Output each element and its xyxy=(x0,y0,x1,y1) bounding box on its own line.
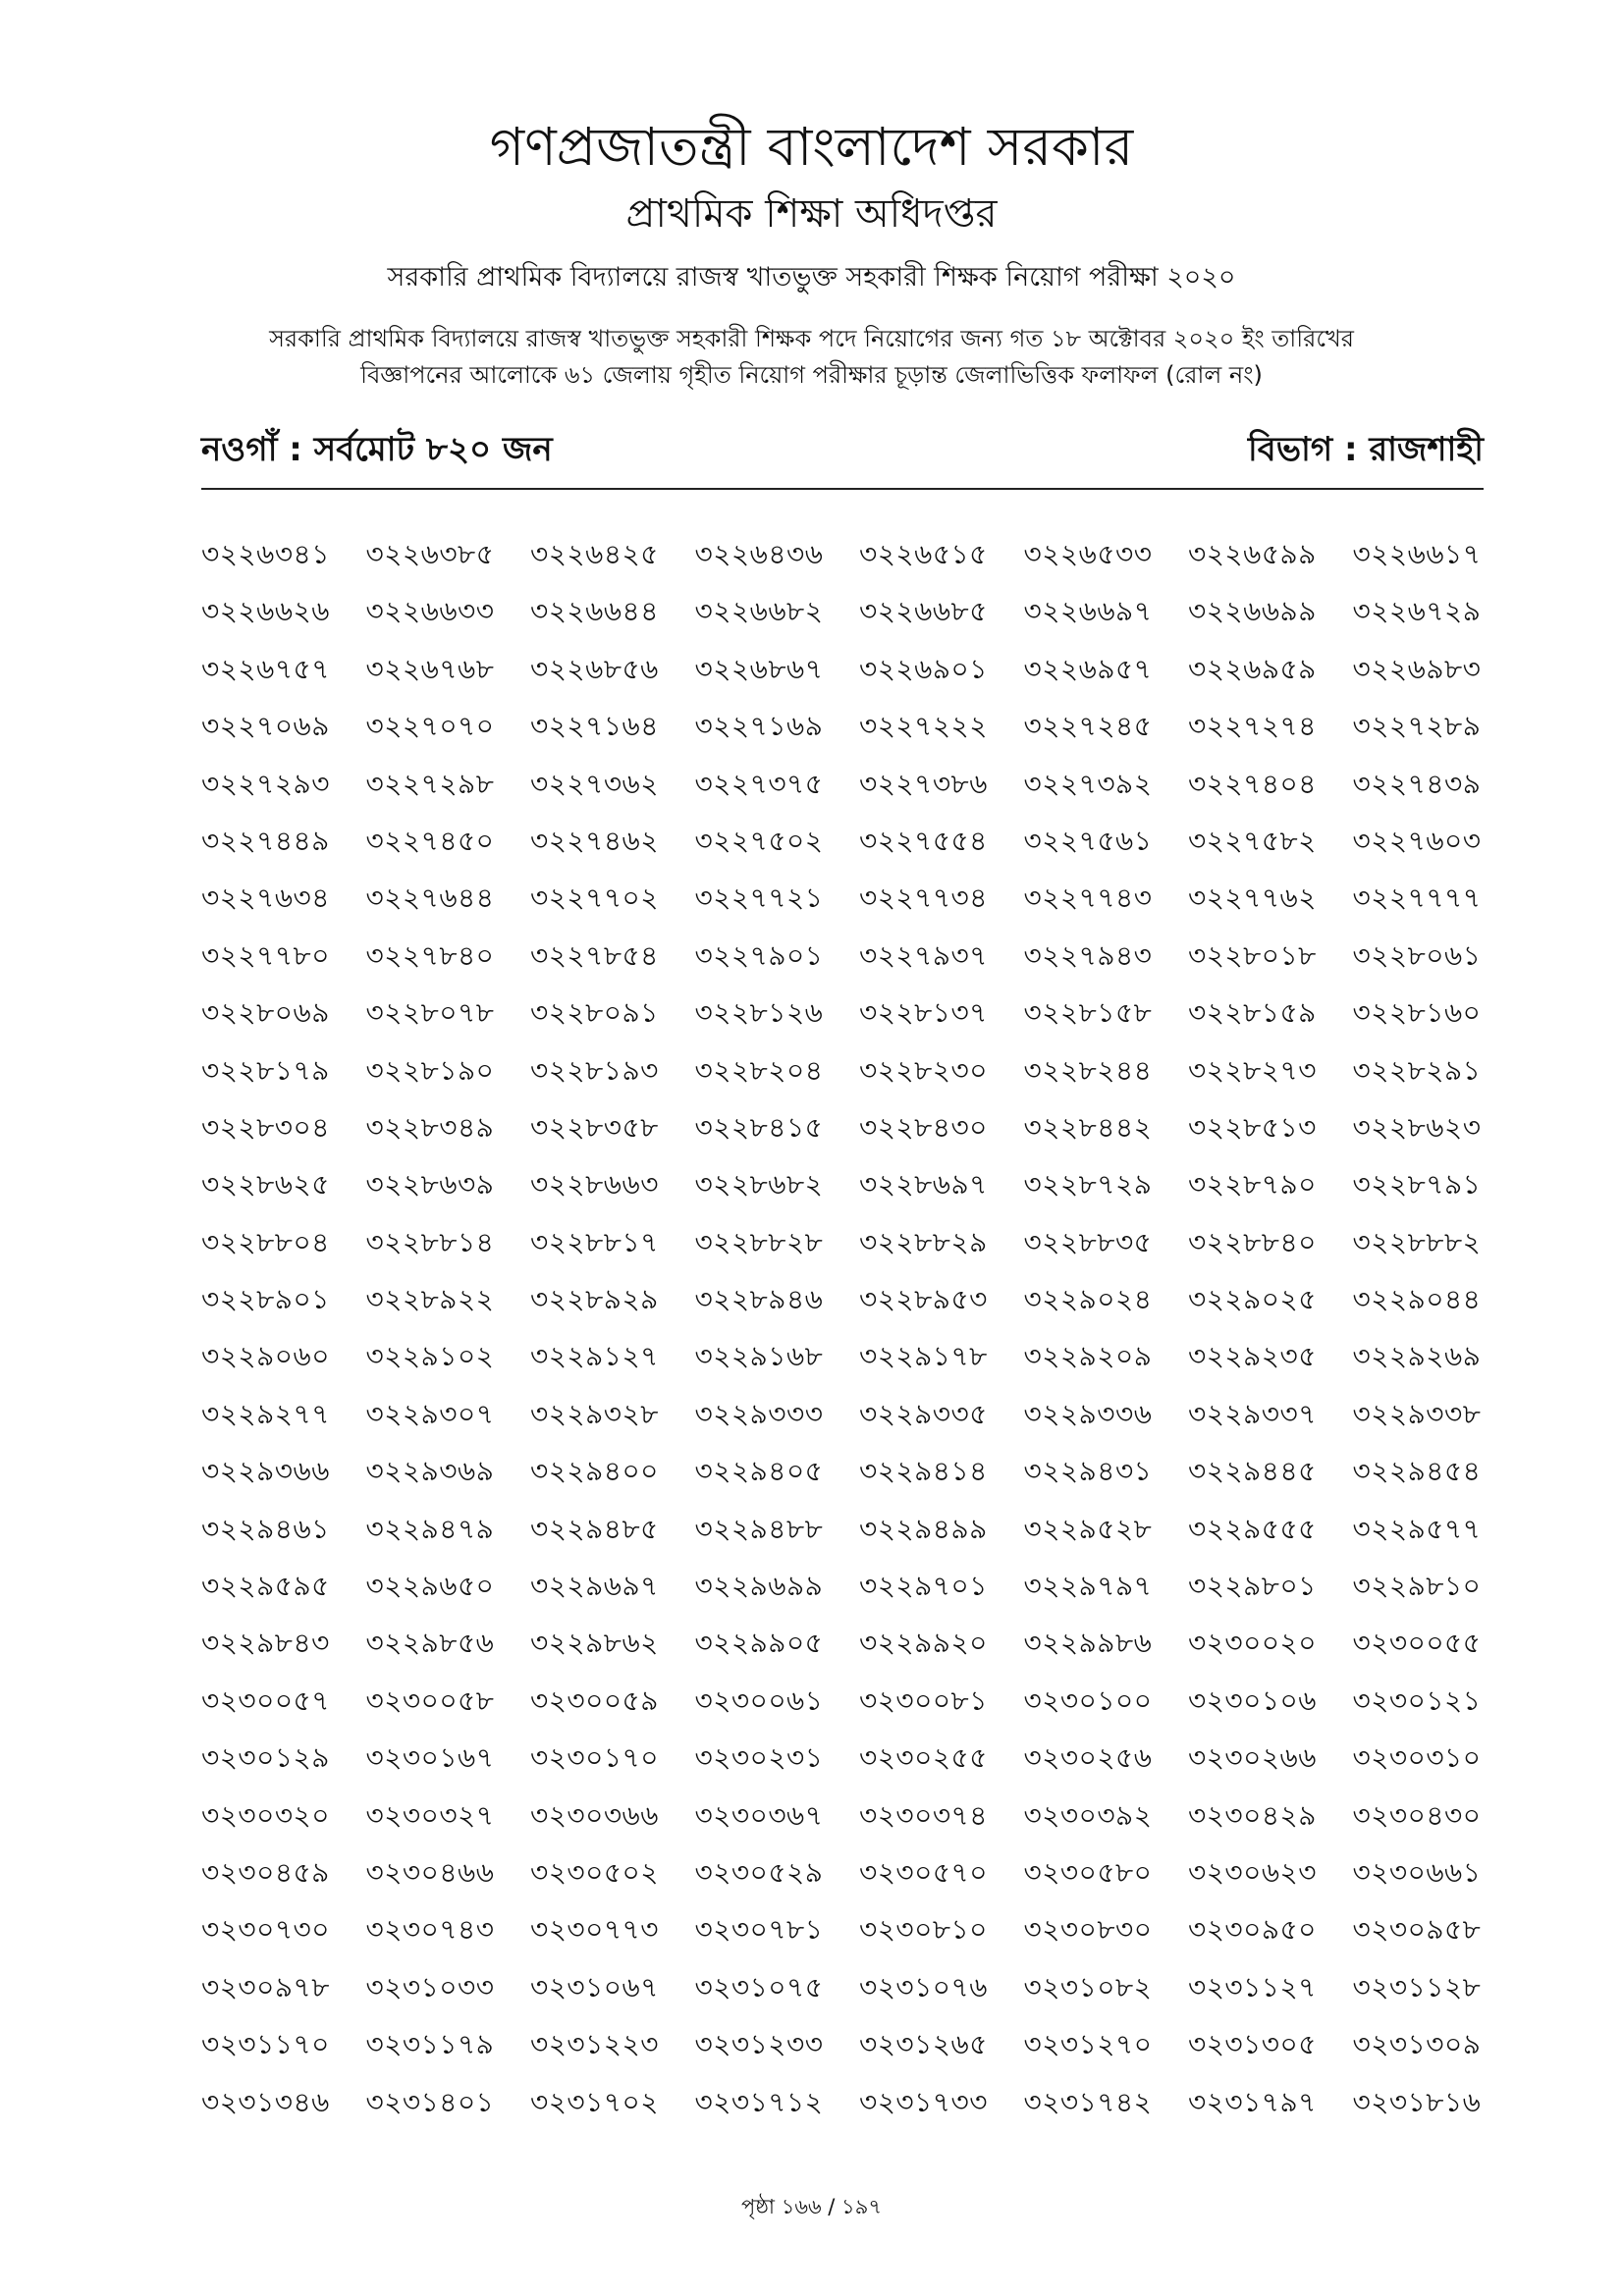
roll-number: ৩২২৯০৪৪ xyxy=(1352,1283,1482,1316)
roll-number: ৩২২৮৬২৩ xyxy=(1352,1110,1482,1144)
roll-number: ৩২২৯৩৩৫ xyxy=(859,1397,988,1430)
roll-number: ৩২২৮৬৬৩ xyxy=(530,1168,659,1201)
summary-row xyxy=(201,424,1484,473)
roll-number: ৩২২৬৬১৭ xyxy=(1352,538,1482,570)
roll-number: ৩২২৬৫১৫ xyxy=(859,538,988,570)
roll-number: ৩২২৯২৬৯ xyxy=(1352,1340,1482,1373)
description-line-1: সরকারি প্রাথমিক বিদ্যালয়ে রাজস্ব খাতভুক্ত সহকারী শিক্ষক পদে নিয়োগের জন্য গত ১৮ অক্টোবর ২০২০ ইং তারিখের xyxy=(269,325,1354,352)
roll-number: ৩২২৯২০৯ xyxy=(1023,1340,1153,1373)
roll-number: ৩২২৮১৫৯ xyxy=(1188,996,1317,1030)
roll-number: ৩২৩০৭৪৩ xyxy=(365,1913,495,1947)
roll-number: ৩২২৭৪৬২ xyxy=(530,824,659,857)
roll-number: ৩২২৬৭৬৮ xyxy=(365,652,495,685)
roll-number: ৩২৩১১৭৯ xyxy=(365,2028,495,2061)
roll-number: ৩২৩১১৭০ xyxy=(201,2028,330,2061)
roll-number: ৩২২৭৫৫৪ xyxy=(859,824,988,857)
roll-number: ৩২২৯৩৬৯ xyxy=(365,1455,495,1488)
roll-number: ৩২৩১০৬৭ xyxy=(530,1970,659,2003)
roll-number: ৩২৩১৭৩৩ xyxy=(859,2085,988,2118)
roll-number: ৩২৩০৮১০ xyxy=(859,1913,988,1947)
roll-number: ৩২২৮৯২২ xyxy=(365,1283,495,1316)
roll-number: ৩২২৯৮১০ xyxy=(1352,1570,1482,1603)
roll-number: ৩২৩০৭৮১ xyxy=(694,1913,824,1947)
roll-number: ৩২৩০৩২৭ xyxy=(365,1798,495,1832)
roll-number: ৩২৩০০৫৯ xyxy=(530,1683,659,1717)
roll-number: ৩২২৭৬০৩ xyxy=(1352,824,1482,857)
roll-number: ৩২৩০১৭০ xyxy=(530,1741,659,1775)
roll-number: ৩২৩০০৫৭ xyxy=(201,1683,330,1717)
roll-number: ৩২২৮২৯১ xyxy=(1352,1053,1482,1087)
roll-number: ৩২৩০৯৫০ xyxy=(1188,1913,1317,1947)
roll-number: ৩২৩১০৭৬ xyxy=(859,1970,988,2003)
roll-number-grid xyxy=(201,526,1517,2131)
roll-number: ৩২৩০৩১০ xyxy=(1352,1741,1482,1775)
roll-number: ৩২২৭৫৬১ xyxy=(1023,824,1153,857)
roll-number: ৩২৩০২৩১ xyxy=(694,1741,824,1775)
roll-number: ৩২২৭৯৪৩ xyxy=(1023,938,1153,972)
roll-number: ৩২২৮৩০৪ xyxy=(201,1110,330,1144)
roll-number: ৩২৩১২৭০ xyxy=(1023,2028,1153,2061)
roll-number: ৩২২৭৭৬২ xyxy=(1188,881,1317,915)
roll-number: ৩২৩১৭১২ xyxy=(694,2085,824,2118)
roll-number: ৩২২৬৩৮৫ xyxy=(365,538,495,570)
roll-number: ৩২২৮৩৪৯ xyxy=(365,1110,495,1144)
roll-number: ৩২২৮৯০১ xyxy=(201,1283,330,1316)
roll-number: ৩২২৭৭০২ xyxy=(530,881,659,915)
roll-number: ৩২২৮০৬৯ xyxy=(201,996,330,1030)
roll-number: ৩২২৯৭৯৭ xyxy=(1023,1570,1153,1603)
roll-number: ৩২৩১৭৪২ xyxy=(1023,2085,1153,2118)
roll-number: ৩২২৭৪৩৯ xyxy=(1352,767,1482,800)
roll-number: ৩২৩০৮৩০ xyxy=(1023,1913,1153,1947)
roll-number: ৩২৩০৩২০ xyxy=(201,1798,330,1832)
roll-number: ৩২২৮৮১৭ xyxy=(530,1225,659,1258)
roll-number: ৩২৩০১০০ xyxy=(1023,1683,1153,1717)
header-divider xyxy=(201,488,1484,490)
roll-number: ৩২৩০৪৫৯ xyxy=(201,1855,330,1889)
roll-number: ৩২২৬৬৯৯ xyxy=(1188,595,1317,628)
roll-number: ৩২২৭২৮৯ xyxy=(1352,710,1482,743)
roll-number: ৩২৩১৮১৬ xyxy=(1352,2085,1482,2118)
roll-number: ৩২২৯৫৭৭ xyxy=(1352,1512,1482,1545)
roll-number: ৩২২৯০৬০ xyxy=(201,1340,330,1373)
roll-number: ৩২২৯০২৪ xyxy=(1023,1283,1153,1316)
roll-number: ৩২৩০১৬৭ xyxy=(365,1741,495,1775)
roll-number: ৩২২৮৬৯৭ xyxy=(859,1168,988,1201)
roll-number: ৩২২৮১৩৭ xyxy=(859,996,988,1030)
roll-number: ৩২২৮৫১৩ xyxy=(1188,1110,1317,1144)
roll-number: ৩২২৮৯২৯ xyxy=(530,1283,659,1316)
roll-number: ৩২৩১১২৭ xyxy=(1188,1970,1317,2003)
roll-number: ৩২২৬৯৮৩ xyxy=(1352,652,1482,685)
roll-number: ৩২২৯৪৪৫ xyxy=(1188,1455,1317,1488)
roll-number: ৩২২৭৭৮০ xyxy=(201,938,330,972)
roll-number: ৩২২৯৬৯৭ xyxy=(530,1570,659,1603)
roll-number: ৩২২৭৬৪৪ xyxy=(365,881,495,915)
roll-number: ৩২২৯১৬৮ xyxy=(694,1340,824,1373)
government-title: গণপ্রজাতন্ত্রী বাংলাদেশ সরকার xyxy=(489,116,1134,178)
roll-number: ৩২২৯৪৮৫ xyxy=(530,1512,659,1545)
roll-number: ৩২২৭০৬৯ xyxy=(201,710,330,743)
roll-number: ৩২২৭৪০৪ xyxy=(1188,767,1317,800)
roll-number: ৩২২৯৪৮৮ xyxy=(694,1512,824,1545)
roll-number: ৩২২৯২৩৫ xyxy=(1188,1340,1317,1373)
roll-number: ৩২২৯৮৪৩ xyxy=(201,1627,330,1660)
roll-number: ৩২২৯৪৫৪ xyxy=(1352,1455,1482,1488)
roll-number: ৩২২৭৮৪০ xyxy=(365,938,495,972)
roll-number: ৩২২৬৬৮৫ xyxy=(859,595,988,628)
roll-number: ৩২২৯৪৩১ xyxy=(1023,1455,1153,1488)
roll-number: ৩২২৭২৯৩ xyxy=(201,767,330,800)
roll-number: ৩২২৮৬৩৯ xyxy=(365,1168,495,1201)
roll-number: ৩২৩০০৬১ xyxy=(694,1683,824,1717)
department-title: প্রাথমিক শিক্ষা অধিদপ্তর xyxy=(625,191,998,237)
roll-number: ৩২৩০৩৭৪ xyxy=(859,1798,988,1832)
roll-number: ৩২২৮৮৮২ xyxy=(1352,1225,1482,1258)
roll-number: ৩২২৮৪১৫ xyxy=(694,1110,824,1144)
roll-number: ৩২২৮২৭৩ xyxy=(1188,1053,1317,1087)
roll-number: ৩২২৭৬৩৪ xyxy=(201,881,330,915)
roll-number: ৩২২৯৯০৫ xyxy=(694,1627,824,1660)
roll-number: ৩২৩০৭৩০ xyxy=(201,1913,330,1947)
roll-number: ৩২২৮৮২৯ xyxy=(859,1225,988,1258)
roll-number: ৩২৩০৫৮০ xyxy=(1023,1855,1153,1889)
roll-number: ৩২৩১২৬৫ xyxy=(859,2028,988,2061)
roll-number: ৩২২৯৮৫৬ xyxy=(365,1627,495,1660)
roll-number: ৩২২৮৬৮২ xyxy=(694,1168,824,1201)
roll-number: ৩২২৬৯৫৯ xyxy=(1188,652,1317,685)
roll-number: ৩২২৭২৭৪ xyxy=(1188,710,1317,743)
roll-number: ৩২৩০০২০ xyxy=(1188,1627,1317,1660)
roll-number: ৩২২৯৪৯৯ xyxy=(859,1512,988,1545)
roll-number: ৩২৩০০৮১ xyxy=(859,1683,988,1717)
roll-number: ৩২৩১০৩৩ xyxy=(365,1970,495,2003)
roll-number: ৩২২৬৬৪৪ xyxy=(530,595,659,628)
roll-number: ৩২৩০১২১ xyxy=(1352,1683,1482,1717)
roll-number: ৩২২৮৮৩৫ xyxy=(1023,1225,1153,1258)
roll-number: ৩২২৬৮৬৭ xyxy=(694,652,824,685)
roll-number: ৩২২৮৭৯১ xyxy=(1352,1168,1482,1201)
roll-number: ৩২৩১৭৯৭ xyxy=(1188,2085,1317,2118)
roll-number: ৩২২৮৩৫৮ xyxy=(530,1110,659,1144)
roll-number: ৩২২৭১৬৪ xyxy=(530,710,659,743)
roll-number: ৩২২৮২৪৪ xyxy=(1023,1053,1153,1087)
roll-number: ৩২২৬৩৪১ xyxy=(201,538,330,570)
roll-number: ৩২২৯৫৫৫ xyxy=(1188,1512,1317,1545)
roll-number: ৩২৩১৩৪৬ xyxy=(201,2085,330,2118)
division-label: বিভাগ : রাজশাহী xyxy=(1248,430,1484,469)
roll-number: ৩২২৭৮৫৪ xyxy=(530,938,659,972)
roll-number: ৩২৩০০৫৮ xyxy=(365,1683,495,1717)
roll-number: ৩২২৬৫৩৩ xyxy=(1023,538,1153,570)
roll-number: ৩২২৯১২৭ xyxy=(530,1340,659,1373)
roll-number: ৩২৩১০৭৫ xyxy=(694,1970,824,2003)
roll-number: ৩২৩০২৬৬ xyxy=(1188,1741,1317,1775)
roll-number: ৩২২৭০৭০ xyxy=(365,710,495,743)
roll-number: ৩২৩০৪৬৬ xyxy=(365,1855,495,1889)
roll-number: ৩২২৮৮২৮ xyxy=(694,1225,824,1258)
roll-number: ৩২২৯৪১৪ xyxy=(859,1455,988,1488)
roll-number: ৩২২৯৮০১ xyxy=(1188,1570,1317,1603)
exam-title: সরকারি প্রাথমিক বিদ্যালয়ে রাজস্ব খাতভুক্ত সহকারী শিক্ষক নিয়োগ পরীক্ষা ২০২০ xyxy=(387,262,1236,293)
roll-number: ৩২২৮০৭৮ xyxy=(365,996,495,1030)
roll-number: ৩২২৬৪২৫ xyxy=(530,538,659,570)
roll-number: ৩২৩০৩৬৬ xyxy=(530,1798,659,1832)
roll-number: ৩২৩০২৫৫ xyxy=(859,1741,988,1775)
roll-number: ৩২২৭৪৪৯ xyxy=(201,824,330,857)
roll-number: ৩২৩০৪২৯ xyxy=(1188,1798,1317,1832)
roll-number: ৩২২৭৩৮৬ xyxy=(859,767,988,800)
roll-number: ৩২২৯৪৭৯ xyxy=(365,1512,495,1545)
roll-number: ৩২২৮৬২৫ xyxy=(201,1168,330,1201)
roll-number: ৩২২৮১৯০ xyxy=(365,1053,495,1087)
roll-number: ৩২২৮০৬১ xyxy=(1352,938,1482,972)
page-number: পৃষ্ঠা ১৬৬ / ১৯৭ xyxy=(741,2195,882,2218)
roll-number: ৩২৩০৭৭৩ xyxy=(530,1913,659,1947)
roll-number: ৩২২৮৭৯০ xyxy=(1188,1168,1317,1201)
roll-number: ৩২২৮০৯১ xyxy=(530,996,659,1030)
roll-number: ৩২২৯৩৩৭ xyxy=(1188,1397,1317,1430)
roll-number: ৩২৩০৩৬৭ xyxy=(694,1798,824,1832)
roll-number: ৩২২৭৯৩৭ xyxy=(859,938,988,972)
roll-number: ৩২৩০৫৭০ xyxy=(859,1855,988,1889)
roll-number: ৩২৩০৩৯২ xyxy=(1023,1798,1153,1832)
roll-number: ৩২৩১৪০১ xyxy=(365,2085,495,2118)
roll-number: ৩২২৯৩০৭ xyxy=(365,1397,495,1430)
roll-number: ৩২২৮১৫৮ xyxy=(1023,996,1153,1030)
roll-number: ৩২২৮২০৪ xyxy=(694,1053,824,1087)
roll-number: ৩২২৭৩৯২ xyxy=(1023,767,1153,800)
roll-number: ৩২২৯৩৩৬ xyxy=(1023,1397,1153,1430)
roll-number: ৩২৩১০৮২ xyxy=(1023,1970,1153,2003)
roll-number: ৩২২৮৪৪২ xyxy=(1023,1110,1153,1144)
roll-number: ৩২২৭২৪৫ xyxy=(1023,710,1153,743)
roll-number: ৩২২৬৬২৬ xyxy=(201,595,330,628)
roll-number: ৩২২৭৫০২ xyxy=(694,824,824,857)
roll-number: ৩২২৮৭২৯ xyxy=(1023,1168,1153,1201)
roll-number: ৩২৩০৪৩০ xyxy=(1352,1798,1482,1832)
roll-number: ৩২৩০০৫৫ xyxy=(1352,1627,1482,1660)
roll-number: ৩২২৮৯৫৩ xyxy=(859,1283,988,1316)
roll-number: ৩২২৭২৯৮ xyxy=(365,767,495,800)
roll-number: ৩২৩০৫২৯ xyxy=(694,1855,824,1889)
roll-number: ৩২২৯৬৫০ xyxy=(365,1570,495,1603)
roll-number: ৩২২৮৪৩০ xyxy=(859,1110,988,1144)
roll-number: ৩২২৯১৭৮ xyxy=(859,1340,988,1373)
roll-number: ৩২৩০৫০২ xyxy=(530,1855,659,1889)
roll-number: ৩২২৯৪০০ xyxy=(530,1455,659,1488)
roll-number: ৩২২৭৩৭৫ xyxy=(694,767,824,800)
roll-number: ৩২২৯৯৮৬ xyxy=(1023,1627,1153,1660)
roll-number: ৩২২৯৩৩৩ xyxy=(694,1397,824,1430)
roll-number: ৩২২৯৭০১ xyxy=(859,1570,988,1603)
roll-number: ৩২২৯০২৫ xyxy=(1188,1283,1317,1316)
roll-number: ৩২২৭৩৬২ xyxy=(530,767,659,800)
roll-number: ৩২২৭৭৪৩ xyxy=(1023,881,1153,915)
roll-number: ৩২২৯৪৬১ xyxy=(201,1512,330,1545)
roll-number: ৩২২৭৭৭৭ xyxy=(1352,881,1482,915)
roll-number: ৩২৩০২৫৬ xyxy=(1023,1741,1153,1775)
roll-number: ৩২২৯৩৩৮ xyxy=(1352,1397,1482,1430)
roll-number: ৩২২৮১৭৯ xyxy=(201,1053,330,1087)
roll-number: ৩২২৯৩৬৬ xyxy=(201,1455,330,1488)
roll-number: ৩২৩১২২৩ xyxy=(530,2028,659,2061)
roll-number: ৩২২৮০১৮ xyxy=(1188,938,1317,972)
roll-number: ৩২২৭৫৮২ xyxy=(1188,824,1317,857)
roll-number: ৩২২৮১২৬ xyxy=(694,996,824,1030)
roll-number: ৩২২৬৮৫৬ xyxy=(530,652,659,685)
roll-number: ৩২৩১২৩৩ xyxy=(694,2028,824,2061)
roll-number: ৩২২৮১৬০ xyxy=(1352,996,1482,1030)
roll-number: ৩২২৭৪৫০ xyxy=(365,824,495,857)
roll-number: ৩২২৬৯৫৭ xyxy=(1023,652,1153,685)
roll-number: ৩২২৬৬৩৩ xyxy=(365,595,495,628)
roll-number: ৩২২৯৫৯৫ xyxy=(201,1570,330,1603)
roll-number: ৩২২৭৭২১ xyxy=(694,881,824,915)
roll-number: ৩২৩০১২৯ xyxy=(201,1741,330,1775)
roll-number: ৩২২৬৬৯৭ xyxy=(1023,595,1153,628)
roll-number: ৩২২৮১৯৩ xyxy=(530,1053,659,1087)
roll-number: ৩২২৮২৩০ xyxy=(859,1053,988,1087)
roll-number: ৩২২৬৯০১ xyxy=(859,652,988,685)
roll-number: ৩২২৮৯৪৬ xyxy=(694,1283,824,1316)
roll-number: ৩২৩০১০৬ xyxy=(1188,1683,1317,1717)
roll-number: ৩২৩০৬৬১ xyxy=(1352,1855,1482,1889)
roll-number: ৩২২৬৪৩৬ xyxy=(694,538,824,570)
roll-number: ৩২৩০৯৫৮ xyxy=(1352,1913,1482,1947)
roll-number: ৩২৩১৩০৯ xyxy=(1352,2028,1482,2061)
roll-number: ৩২৩০৬২৩ xyxy=(1188,1855,1317,1889)
roll-number: ৩২২৭১৬৯ xyxy=(694,710,824,743)
roll-number: ৩২৩১১২৮ xyxy=(1352,1970,1482,2003)
roll-number: ৩২২৯৯২০ xyxy=(859,1627,988,1660)
roll-number: ৩২২৯৮৬২ xyxy=(530,1627,659,1660)
roll-number: ৩২২৭৭৩৪ xyxy=(859,881,988,915)
roll-number: ৩২২৬৬৮২ xyxy=(694,595,824,628)
roll-number: ৩২২৯১০২ xyxy=(365,1340,495,1373)
roll-number: ৩২২৮৮৪০ xyxy=(1188,1225,1317,1258)
description-line-2: বিজ্ঞাপনের আলোকে ৬১ জেলায় গৃহীত নিয়োগ পরীক্ষার চূড়ান্ত জেলাভিত্তিক ফলাফল (রোল নং) xyxy=(360,361,1263,389)
roll-number: ৩২২৯৩২৮ xyxy=(530,1397,659,1430)
roll-number: ৩২২৯২৭৭ xyxy=(201,1397,330,1430)
roll-number: ৩২২৯৬৯৯ xyxy=(694,1570,824,1603)
roll-number: ৩২২৯৫২৮ xyxy=(1023,1512,1153,1545)
roll-number: ৩২৩১৩০৫ xyxy=(1188,2028,1317,2061)
roll-number: ৩২২৭২২২ xyxy=(859,710,988,743)
roll-number: ৩২২৭৯০১ xyxy=(694,938,824,972)
district-total: নওগাঁ : সর্বমোট ৮২০ জন xyxy=(201,430,553,469)
roll-number: ৩২২৮৮০৪ xyxy=(201,1225,330,1258)
roll-number: ৩২২৬৫৯৯ xyxy=(1188,538,1317,570)
roll-number: ৩২২৮৮১৪ xyxy=(365,1225,495,1258)
roll-number: ৩২২৬৭৫৭ xyxy=(201,652,330,685)
roll-number: ৩২২৯৪০৫ xyxy=(694,1455,824,1488)
roll-number: ৩২৩১৭০২ xyxy=(530,2085,659,2118)
roll-number: ৩২২৬৭২৯ xyxy=(1352,595,1482,628)
roll-number: ৩২৩০৯৭৮ xyxy=(201,1970,330,2003)
